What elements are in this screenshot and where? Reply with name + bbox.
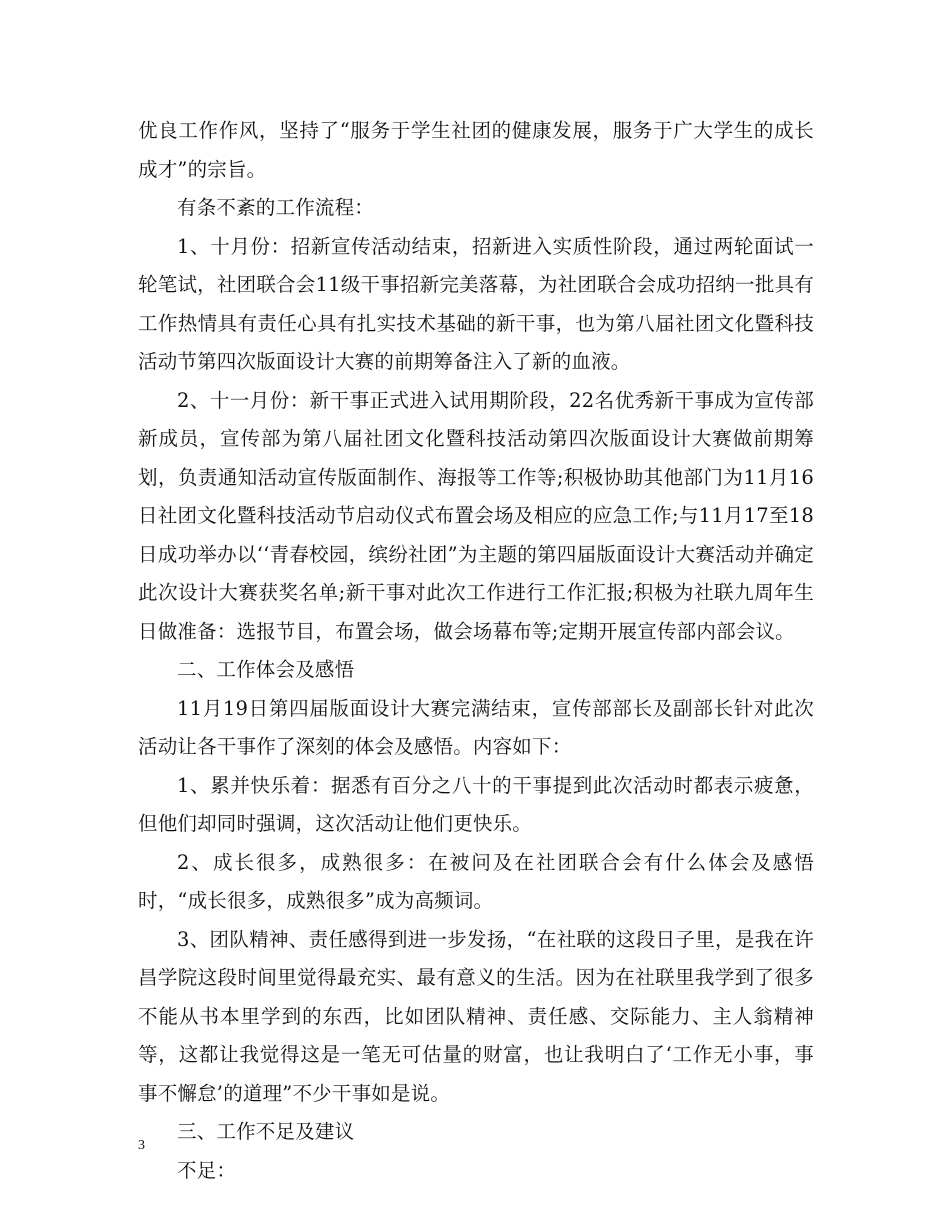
paragraph-point-2: 2、成长很多，成熟很多：在被问及在社团联合会有什么体会及感悟时，“成长很多，成熟很多”成为高频词。 [138,850,814,912]
paragraph-competition-summary: 11月19日第四届版面设计大赛完满结束，宣传部部长及副部长针对此次活动让各干事作了深刻的体会及感悟。内容如下： [138,696,814,758]
paragraph-october: 1、十月份：招新宣传活动结束，招新进入实质性阶段，通过两轮面试一轮笔试，社团联合会11级干事招新完美落幕，为社团联合会成功招纳一批具有工作热情具有责任心具有扎实技术基础的新干事，也为第八届社团文化暨科技活动节第四次版面设计大赛的前期筹备注入了新的血液。 [138,234,814,373]
paragraph-point-3: 3、团队精神、责任感得到进一步发扬，“在社联的这段日子里，是我在许昌学院这段时间里觉得最充实、最有意义的生活。因为在社联里我学到了很多不能从书本里学到的东西，比如团队精神、责任感、交际能力、主人翁精神等，这都让我觉得这是一笔无可估量的财富，也让我明白了‘工作无小事，事事不懈怠’的道理”不少干事如是说。 [138,927,814,1105]
section-heading-shortcomings: 三、工作不足及建议 [177,1120,355,1143]
paragraph-shortcomings-label: 不足： [177,1158,237,1182]
paragraph-november: 2、十一月份：新干事正式进入试用期阶段，22名优秀新干事成为宣传部新成员，宣传部为第八届社团文化暨科技活动第四次版面设计大赛做前期筹划，负责通知活动宣传版面制作、海报等工作等;积极协助其他部门为11月16日社团文化暨科技活动节启动仪式布置会场及相应的应急工作;与11月17至18日成功举办以‘‘青春校园，缤纷社团”为主题的第四届版面设计大赛活动并确定此次设计大赛获奖名单;新干事对此次工作进行工作汇报;积极为社联九周年生日做准备：选报节目，布置会场，做会场幕布等;定期开展宣传部内部会议。 [138,388,814,643]
section-heading-experience: 二、工作体会及感悟 [177,658,355,681]
paragraph-point-1: 1、累并快乐着：据悉有百分之八十的干事提到此次活动时都表示疲惫，但他们却同时强调，这次活动让他们更快乐。 [138,773,814,835]
page-number: 3 [138,1138,145,1153]
paragraph-intro-continuation: 优良工作作风，坚持了“服务于学生社团的健康发展，服务于广大学生的成长成才”的宗旨。 [138,119,814,181]
body-text [138,112,814,1190]
paragraph-workflow-heading: 有条不紊的工作流程： [177,196,375,219]
